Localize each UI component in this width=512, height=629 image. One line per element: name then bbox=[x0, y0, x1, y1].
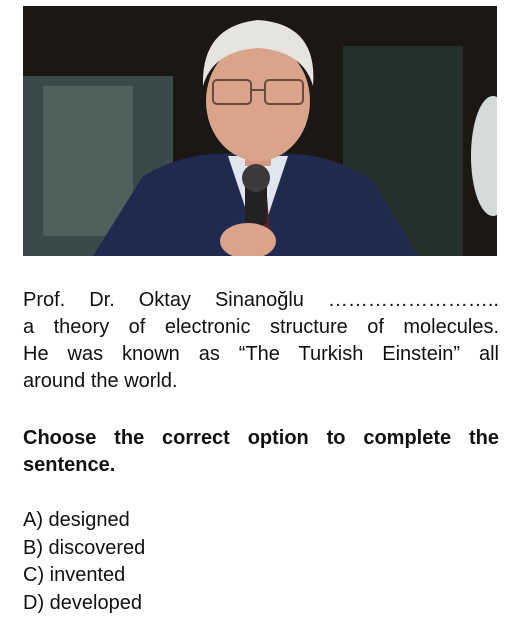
option-a[interactable]: A) designed bbox=[23, 509, 130, 531]
question-line: Prof. Dr. Oktay Sinanoğlu …………………….. bbox=[23, 289, 499, 311]
speaker-photo bbox=[23, 6, 497, 256]
question-line: a theory of electronic structure of molecules. bbox=[23, 316, 499, 338]
answer-options bbox=[23, 507, 145, 617]
speaker-photo-illustration bbox=[23, 6, 497, 256]
instruction-line: sentence. bbox=[23, 454, 116, 476]
question-text bbox=[23, 287, 499, 395]
question-line: around the world. bbox=[23, 370, 178, 392]
option-d[interactable]: D) developed bbox=[23, 591, 142, 614]
option-b[interactable]: B) discovered bbox=[23, 536, 146, 559]
option-c[interactable]: C) invented bbox=[23, 564, 126, 586]
instruction-text bbox=[23, 425, 499, 479]
question-line: He was known as “The Turkish Einstein” all bbox=[23, 343, 499, 365]
instruction-line: Choose the correct option to complete the bbox=[23, 427, 499, 449]
